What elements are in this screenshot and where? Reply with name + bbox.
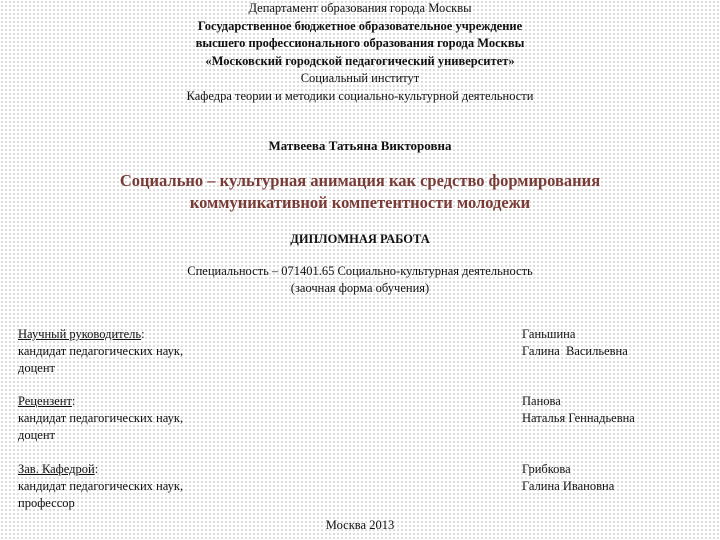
supervisor-surname: Ганьшина	[522, 327, 576, 341]
department-line: Департамент образования города Москвы	[248, 1, 472, 15]
specialty-block	[0, 263, 720, 297]
reviewer-person	[522, 393, 712, 427]
reviewer-rank: доцент	[18, 428, 55, 442]
study-form-line: (заочная форма обучения)	[290, 281, 430, 295]
chair-head-role-title: Зав. Кафедрой	[18, 462, 95, 476]
chair-head-degree: кандидат педагогических наук,	[18, 479, 184, 493]
supervisor-role-colon: :	[141, 327, 145, 341]
author-name: Матвеева Татьяна Викторовна	[268, 138, 452, 153]
city-year: Москва 2013	[325, 518, 395, 532]
reviewer-role-colon: :	[71, 394, 76, 408]
thesis-title-line-1: Социально – культурная анимация как средство формирования	[119, 171, 601, 190]
chair-head-surname: Грибкова	[522, 462, 571, 476]
supervisor-degree: кандидат педагогических наук,	[18, 344, 184, 358]
supervisor-name: Галина Васильевна	[522, 344, 628, 358]
reviewer-name: Наталья Геннадьевна	[522, 411, 635, 425]
supervisor-role-title: Научный руководитель	[18, 327, 142, 341]
chair-head-person	[522, 461, 712, 495]
chair-line: Кафедра теории и методики социально-культурной деятельности	[186, 88, 534, 103]
reviewer-surname: Панова	[522, 394, 561, 408]
specialty-line: Специальность – 071401.65 Социально-культурная деятельность	[187, 264, 533, 278]
chair-head-role-colon: :	[94, 462, 99, 476]
reviewer-degree: кандидат педагогических наук,	[18, 411, 184, 425]
reviewer-role-title: Рецензент	[18, 394, 72, 408]
supervisor-person	[522, 326, 712, 360]
thesis-title	[0, 170, 720, 214]
institute-line: Социальный институт	[300, 71, 420, 85]
chair-head-role	[18, 461, 278, 512]
chair-head-rank: профессор	[18, 496, 75, 510]
university-line: «Московский городской педагогический университет»	[205, 53, 515, 68]
chair-head-name: Галина Ивановна	[522, 479, 615, 493]
document-type: ДИПЛОМНАЯ РАБОТА	[290, 232, 430, 246]
institution-line-2: высшего профессионального образования города Москвы	[195, 36, 525, 50]
institution-header	[0, 0, 720, 105]
thesis-title-line-2: коммуникативной компетентности молодежи	[189, 193, 531, 212]
reviewer-role	[18, 393, 278, 444]
supervisor-rank: доцент	[18, 361, 55, 375]
institution-line-1: Государственное бюджетное образовательное учреждение	[197, 18, 523, 33]
supervisor-role	[18, 326, 278, 377]
